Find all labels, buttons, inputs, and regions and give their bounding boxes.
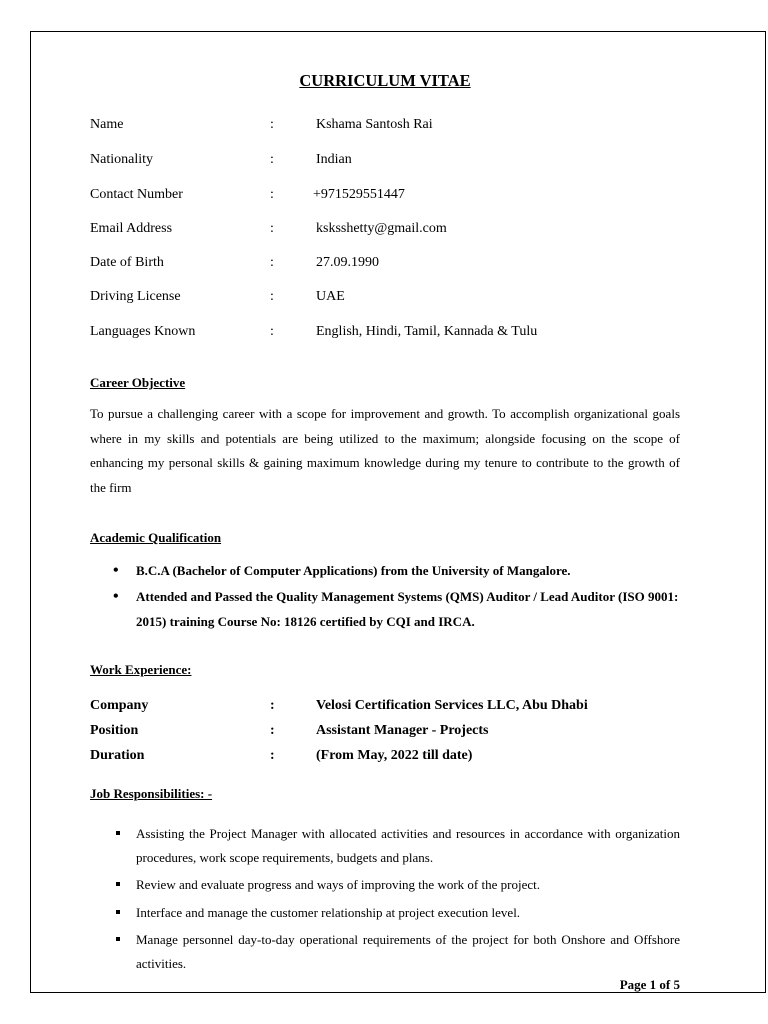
work-row-position [90, 723, 680, 743]
square-bullet-icon [116, 910, 120, 914]
field-label: Driving License [90, 289, 181, 304]
academic-heading: Academic Qualification [90, 530, 222, 545]
responsibility-item [136, 901, 680, 925]
personal-row-nationality [90, 152, 680, 172]
academic-item [113, 585, 680, 634]
academic-item [113, 559, 680, 584]
responsibility-item [136, 928, 680, 976]
field-label: Contact Number [90, 187, 183, 202]
field-value: ksksshetty@gmail.com [316, 221, 447, 236]
square-bullet-icon [116, 882, 120, 886]
field-separator: : [270, 152, 274, 167]
career-objective-heading: Career Objective [90, 375, 186, 390]
field-separator: : [270, 255, 274, 270]
field-value: (From May, 2022 till date) [316, 748, 473, 763]
work-row-company [90, 698, 680, 718]
personal-row-dob [90, 255, 680, 275]
field-value: 27.09.1990 [316, 255, 379, 270]
field-value: +971529551447 [313, 187, 405, 202]
personal-row-license [90, 289, 680, 309]
square-bullet-icon [116, 937, 120, 941]
page-number: Page 1 of 5 [619, 977, 680, 992]
personal-row-name [90, 117, 680, 137]
field-separator: : [270, 117, 274, 132]
responsibility-text: Review and evaluate progress and ways of improving the work of the project. [136, 877, 540, 892]
field-value: Assistant Manager - Projects [316, 723, 489, 738]
bullet-icon: • [113, 588, 119, 605]
field-label: Email Address [90, 221, 173, 236]
field-separator: : [270, 289, 274, 304]
responsibility-text: Manage personnel day-to-day operational requirements of the project for both Onshore and Offshore activities. [136, 932, 680, 971]
field-separator: : [270, 187, 274, 202]
field-label: Date of Birth [90, 255, 164, 270]
work-experience-heading: Work Experience: [90, 662, 192, 677]
responsibility-item [136, 822, 680, 870]
field-value: Velosi Certification Services LLC, Abu Dhabi [316, 698, 588, 713]
academic-item-text: Attended and Passed the Quality Management Systems (QMS) Auditor / Lead Auditor (ISO 9001: 2015) training Course No: 18126 certified by CQI and IRCA. [136, 589, 679, 629]
square-bullet-icon [116, 831, 120, 835]
bullet-icon: • [113, 562, 119, 579]
personal-row-contact [90, 187, 680, 207]
field-separator: : [270, 723, 275, 738]
document-title: CURRICULUM VITAE [299, 71, 471, 90]
academic-item-text: B.C.A (Bachelor of Computer Applications) from the University of Mangalore. [136, 563, 571, 578]
personal-row-email [90, 221, 680, 241]
field-separator: : [270, 324, 274, 339]
career-objective-text: To pursue a challenging career with a scope for improvement and growth. To accomplish organizational goals where in my skills and potentials are being utilized to the maximum; alongside focusing on the scope of enhancing my personal skills & gaining maximum knowledge during my tenure to contribute to the growth of the firm [90, 406, 680, 496]
field-label: Languages Known [90, 324, 196, 339]
responsibility-item [136, 873, 680, 897]
field-label: Duration [90, 748, 145, 763]
responsibility-text: Interface and manage the customer relationship at project execution level. [136, 905, 521, 920]
field-value: Kshama Santosh Rai [316, 117, 433, 132]
responsibility-text: Assisting the Project Manager with allocated activities and resources in accordance with organization procedures, work scope requirements, budgets and plans. [136, 826, 680, 865]
field-value: UAE [316, 289, 345, 304]
field-label: Position [90, 723, 139, 738]
field-value: English, Hindi, Tamil, Kannada & Tulu [316, 324, 538, 339]
work-row-duration [90, 748, 680, 768]
field-separator: : [270, 698, 275, 713]
field-separator: : [270, 748, 275, 763]
field-label: Name [90, 117, 124, 132]
field-value: Indian [316, 152, 352, 167]
field-label: Company [90, 698, 149, 713]
personal-row-languages [90, 324, 680, 344]
field-separator: : [270, 221, 274, 236]
field-label: Nationality [90, 152, 153, 167]
job-responsibilities-heading: Job Responsibilities: - [90, 786, 213, 801]
